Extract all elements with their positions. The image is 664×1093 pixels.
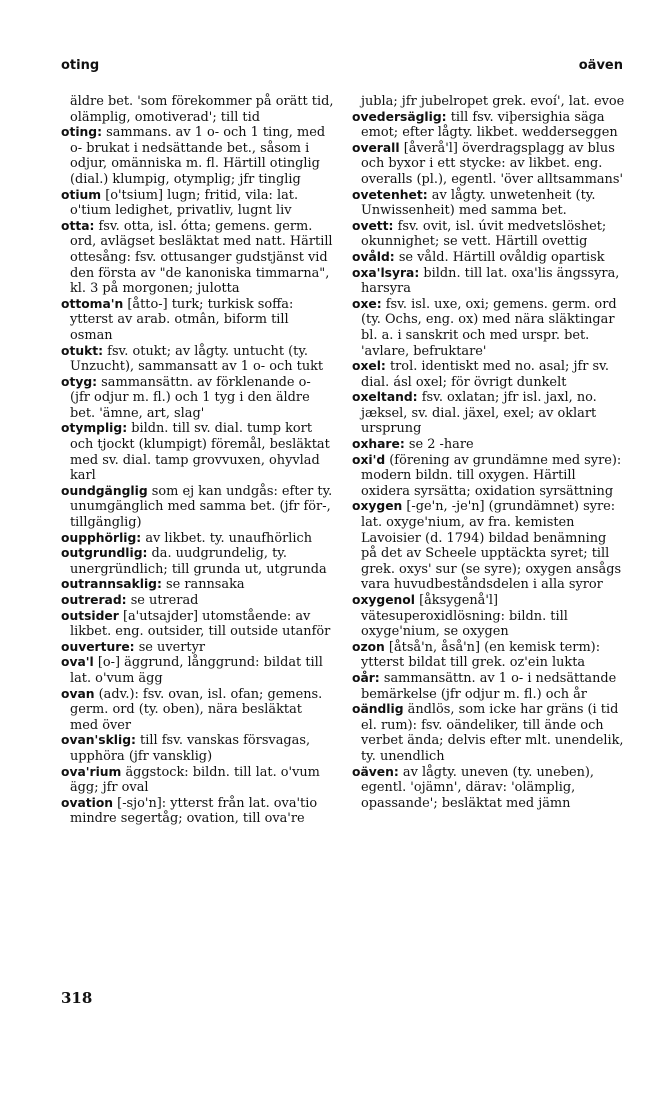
entry-headword: oxeltand: — [352, 390, 418, 405]
entry-headword: ova'rium — [61, 764, 122, 779]
entry-text: fsv. otukt; av lågty. untucht (ty. Unzucht), sammansatt av 1 o- och tukt — [70, 343, 324, 375]
dictionary-entry — [61, 655, 334, 686]
dictionary-entry — [61, 687, 334, 734]
dictionary-entry — [352, 671, 626, 702]
entry-headword: ovan — [61, 686, 95, 701]
entry-text: fsv. otta, isl. ótta; gemens. germ. ord, avlägset besläktat med natt. Härtill ottesång: fsv. ottusanger gudstjänst vid den första av "de kanoniska timmarna", kl. 3 på morgonen; julotta — [70, 218, 333, 297]
entry-headword: ovett: — [352, 218, 394, 233]
entry-text: se utrerad — [130, 593, 199, 608]
entry-text: som ej kan undgås: efter ty. unumgänglich med samma bet. (jfr för-, tillgänglig) — [70, 483, 333, 531]
entry-headword: oupphörlig: — [61, 530, 142, 545]
entry-headword: overall — [352, 140, 400, 155]
dictionary-entry — [352, 593, 626, 640]
right-column — [352, 94, 626, 811]
entry-headword: oxi'd — [352, 452, 386, 467]
entry-text: [o'tsium] lugn; fritid, vila: lat. o'tium ledighet, privatliv, lugnt liv — [70, 187, 299, 219]
dictionary-entry — [352, 297, 626, 359]
dictionary-entry — [352, 453, 626, 500]
entry-text: se våld. Härtill ovåldig opartisk — [398, 249, 605, 265]
entry-headword: outsider — [61, 608, 119, 623]
dictionary-entry — [352, 359, 626, 390]
running-head-right: oäven — [578, 58, 623, 73]
dictionary-entry — [352, 390, 626, 437]
dictionary-entry — [61, 733, 334, 764]
entry-text: bildn. till lat. oxa'lis ängssyra, harsyra — [361, 265, 620, 297]
entry-text: [åksygenå'l] vätesuperoxidlösning: bildn. till oxyge'nium, se oxygen — [361, 593, 568, 640]
entry-text: till fsv. vanskas försvagas, upphöra (jfr vansklig) — [70, 733, 311, 764]
entry-text: [-ge'n, -je'n] (grundämnet) syre: lat. oxyge'nium, av fra. kemisten Lavoisier (d. 1794) bildad benämning på det av Scheele upptäckta syret; till grek. oxys' sur (se syre); oxygen ansågs vara huvudbeståndsdelen i alla syror — [361, 499, 622, 593]
entry-headword: otyg: — [61, 374, 98, 389]
entry-text: ändlös, som icke har gräns (i tid el. rum): fsv. oändeliker, till ände och verbet ända; delvis efter mlt. unendelik, ty. unendlich — [361, 702, 624, 764]
dictionary-entry — [352, 437, 626, 453]
entry-headword: oxe: — [352, 296, 382, 311]
entry-headword: otukt: — [61, 343, 104, 358]
dictionary-entry — [352, 250, 626, 266]
entry-text: fsv. isl. uxe, oxi; gemens. germ. ord (ty. Ochs, eng. ox) med nära släktingar bl. a. i sanskrit och med urspr. bet. 'avlare, befruktare' — [361, 296, 617, 359]
dictionary-entry — [61, 188, 334, 219]
entry-headword: ottoma'n — [61, 296, 124, 311]
entry-text: sammans. av 1 o- och 1 ting, med o- brukat i nedsättande bet., såsom i odjur, omänniska m. fl. Härtill otinglig (dial.) klumpig, otymplig; jfr tinglig — [70, 125, 326, 187]
dictionary-entry — [61, 297, 334, 344]
entry-headword: oting: — [61, 125, 103, 140]
dictionary-entry — [352, 110, 626, 141]
dictionary-entry — [61, 765, 334, 796]
entry-text: äldre bet. 'som förekommer på orätt tid, olämplig, omotiverad'; till tid — [70, 94, 334, 125]
entry-headword: ovation — [61, 795, 114, 810]
dictionary-entry — [61, 640, 334, 656]
entry-text: [a'utsajder] utomstående: av likbet. eng. outsider, till outside utanför — [70, 608, 331, 640]
entry-text: av likbet. ty. unaufhörlich — [145, 530, 313, 546]
dictionary-entry — [352, 702, 626, 764]
entry-text: fsv. ovit, isl. úvit medvetslöshet; okunnighet; se vett. Härtill ovettig — [361, 218, 607, 250]
entry-headword: oxhare: — [352, 437, 405, 452]
entry-text: fsv. oxlatan; jfr isl. jaxl, no. jæksel, sv. dial. jäxel, exel; av oklart ursprung — [361, 390, 597, 437]
dictionary-entry — [61, 94, 334, 125]
dictionary-entry — [61, 609, 334, 640]
entry-text: bildn. till sv. dial. tump kort och tjockt (klumpigt) föremål, besläktat med sv. dial. tamp grovvuxen, ohyvlad karl — [70, 421, 330, 484]
dictionary-entry — [352, 266, 626, 297]
entry-text: sammansättn. av förklenande o- (jfr odjur m. fl.) och 1 tyg i den äldre bet. 'ämne, art, slag' — [70, 374, 311, 421]
entry-headword: ozon — [352, 639, 385, 654]
entry-headword: outgrundlig: — [61, 546, 148, 561]
dictionary-entry — [61, 593, 334, 609]
entry-headword: oundgänglig — [61, 483, 148, 498]
entry-text: [åverå'l] överdragsplagg av blus och byxor i ett stycke: av likbet. eng. overalls (pl.), egentl. 'över alltsammans' — [361, 140, 623, 187]
entry-headword: ova'l — [61, 655, 94, 670]
entry-text: [åtså'n, åså'n] (en kemisk term): ytterst bildat till grek. oz'ein lukta — [361, 639, 601, 671]
dictionary-entry — [61, 344, 334, 375]
entry-headword: otta: — [61, 218, 95, 233]
entry-text: [-sjo'n]: ytterst från lat. ova'tio mindre segertåg; ovation, till ova're — [70, 795, 318, 827]
entry-headword: oxygen — [352, 499, 403, 514]
dictionary-entry — [352, 94, 626, 110]
dictionary-entry — [352, 219, 626, 250]
entry-headword: otymplig: — [61, 421, 128, 436]
left-column — [61, 94, 334, 827]
page-number: 318 — [61, 989, 93, 1007]
running-head-left: oting — [61, 58, 100, 73]
dictionary-entry — [61, 577, 334, 593]
dictionary-entry — [61, 421, 334, 483]
entry-text: (adv.): fsv. ovan, isl. ofan; gemens. germ. ord (ty. oben), nära besläktat med över — [70, 686, 323, 733]
dictionary-entry — [352, 765, 626, 812]
dictionary-entry — [352, 188, 626, 219]
entry-headword: ouverture: — [61, 639, 135, 654]
entry-text: (förening av grundämne med syre): modern bildn. till oxygen. Härtill oxidera syrsätta; oxidation syrsättning — [361, 452, 622, 499]
entry-headword: oxa'lsyra: — [352, 265, 420, 280]
entry-text: av lågty. unwetenheit (ty. Unwissenheit) med samma bet. — [361, 187, 596, 219]
entry-text: av lågty. uneven (ty. uneben), egentl. 'ojämn', därav: 'olämplig, opassande'; besläktat med jämn — [361, 764, 595, 811]
dictionary-entry — [61, 375, 334, 422]
entry-text: trol. identiskt med no. asal; jfr sv. dial. ásl oxel; för övrigt dunkelt — [361, 359, 609, 390]
dictionary-entry — [61, 484, 334, 531]
entry-headword: oxel: — [352, 359, 386, 374]
entry-headword: outrannsaklig: — [61, 577, 162, 592]
entry-text: da. uudgrundelig, ty. unergründlich; till grunda ut, utgrunda — [70, 546, 327, 577]
entry-headword: outrerad: — [61, 593, 127, 607]
entry-headword: ovedersäglig: — [352, 109, 447, 124]
entry-headword: ovåld: — [352, 249, 395, 264]
entry-text: se 2 -hare — [408, 437, 474, 453]
entry-headword: oår: — [352, 670, 380, 685]
entry-text: till fsv. viþersighia säga emot; efter lågty. likbet. wedderseggen — [361, 109, 618, 141]
dictionary-entry — [61, 531, 334, 547]
entry-text: jubla; jfr jubelropet grek. evoí', lat. evoe — [361, 94, 625, 109]
entry-headword: oäven: — [352, 764, 399, 779]
entry-text: se rannsaka — [166, 577, 245, 593]
entry-text: sammansättn. av 1 o- i nedsättande bemärkelse (jfr odjur m. fl.) och år — [361, 670, 617, 702]
dictionary-entry — [352, 640, 626, 671]
dictionary-entry — [61, 796, 334, 827]
entry-headword: oändlig — [352, 702, 404, 717]
entry-headword: ovetenhet: — [352, 187, 428, 202]
entry-text: [o-] äggrund, långgrund: bildat till lat. o'vum ägg — [70, 655, 323, 686]
dictionary-entry — [61, 219, 334, 297]
entry-text: [åtto-] turk; turkisk soffa: ytterst av arab. otmân, biform till osman — [70, 296, 294, 343]
dictionary-entry — [61, 546, 334, 577]
dictionary-entry — [352, 141, 626, 188]
entry-headword: oxygenol — [352, 593, 415, 607]
entry-text: se uvertyr — [138, 639, 206, 655]
entry-headword: ovan'sklig: — [61, 733, 136, 748]
dictionary-entry — [61, 125, 334, 187]
entry-text: äggstock: bildn. till lat. o'vum ägg; jfr oval — [70, 764, 320, 796]
dictionary-entry — [352, 499, 626, 593]
entry-headword: otium — [61, 187, 102, 202]
